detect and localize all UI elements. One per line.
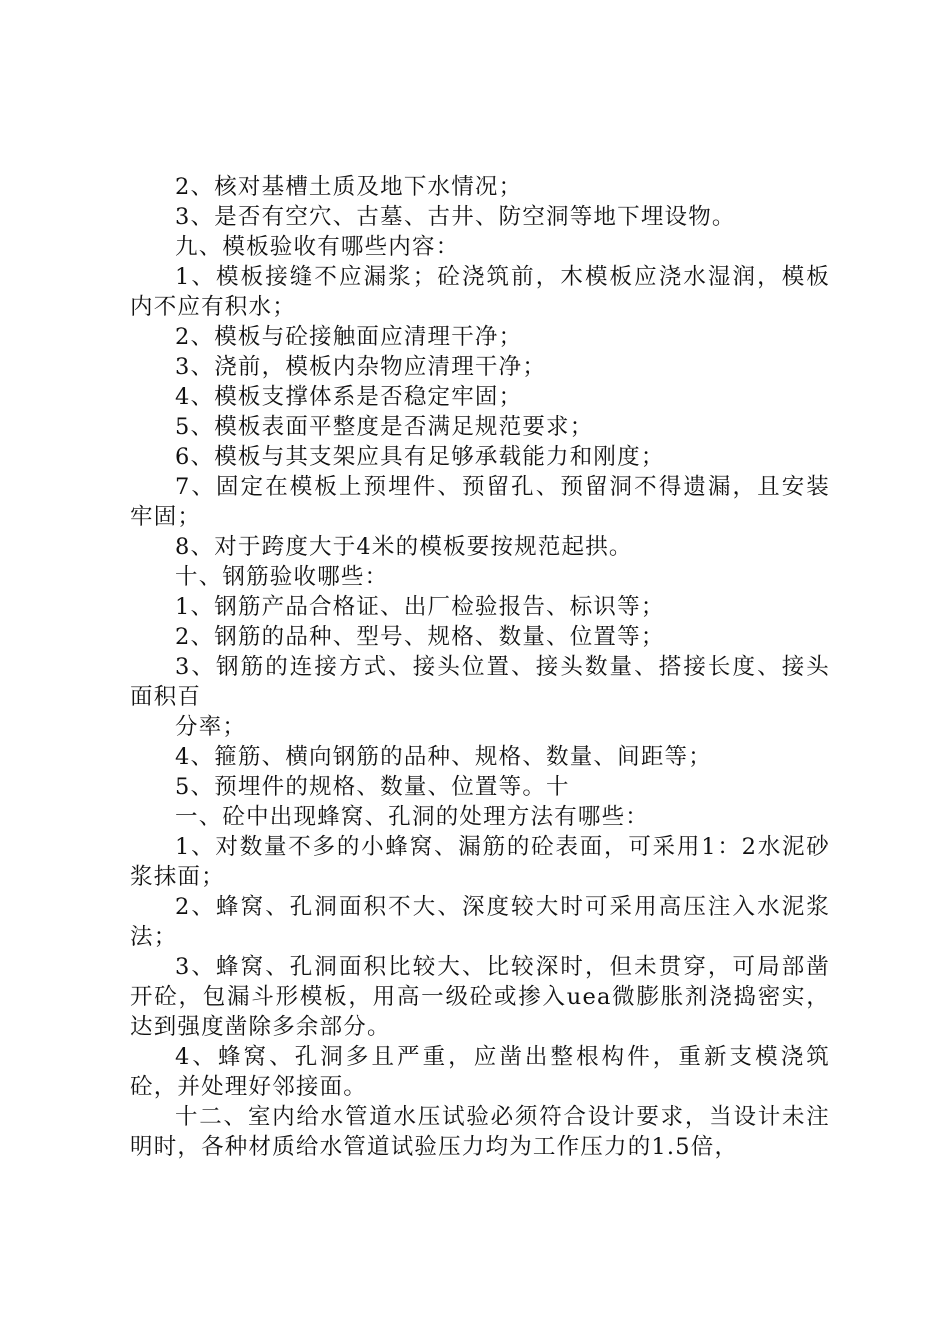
paragraph: 2、模板与砼接触面应清理干净； [175,324,523,350]
paragraph: 8、对于跨度大于4米的模板要按规范起拱。 [175,534,633,560]
paragraph: 4、蜂窝、孔洞多且严重，应凿出整根构件，重新支模浇筑砼，并处理好邻接面。 [130,1044,830,1100]
paragraph: 3、钢筋的连接方式、接头位置、接头数量、搭接长度、接头面积百 [130,654,830,710]
document-body [130,172,830,1162]
paragraph: 2、蜂窝、孔洞面积不大、深度较大时可采用高压注入水泥浆法； [130,894,830,950]
section-heading: 十、钢筋验收哪些： [175,564,389,590]
paragraph: 5、模板表面平整度是否满足规范要求； [175,414,594,440]
paragraph: 7、固定在模板上预埋件、预留孔、预留洞不得遗漏，且安装牢固； [130,474,830,530]
paragraph: 1、对数量不多的小蜂窝、漏筋的砼表面，可采用1：2水泥砂浆抹面； [130,834,830,890]
section-heading: 九、模板验收有哪些内容： [175,234,460,260]
paragraph: 1、模板接缝不应漏浆；砼浇筑前，木模板应浇水湿润，模板内不应有积水； [130,264,830,320]
paragraph: 2、核对基槽土质及地下水情况； [175,174,523,200]
paragraph: 3、浇前，模板内杂物应清理干净； [175,354,547,380]
section-heading: 十二、室内给水管道水压试验必须符合设计要求，当设计未注明时，各种材质给水管道试验压力均为工作压力的1.5倍， [130,1104,830,1160]
paragraph: 5、预埋件的规格、数量、位置等。十 [175,774,570,800]
section-heading: 一、砼中出现蜂窝、孔洞的处理方法有哪些： [175,804,650,830]
paragraph: 3、蜂窝、孔洞面积比较大、比较深时，但未贯穿，可局部凿开砼，包漏斗形模板，用高一级砼或掺入uea微膨胀剂浇捣密实，达到强度凿除多余部分。 [130,954,830,1040]
paragraph: 6、模板与其支架应具有足够承载能力和刚度； [175,444,665,470]
paragraph: 1、钢筋产品合格证、出厂检验报告、标识等； [175,594,665,620]
paragraph: 4、箍筋、横向钢筋的品种、规格、数量、间距等； [175,744,712,770]
paragraph: 3、是否有空穴、古墓、古井、防空洞等地下埋设物。 [175,204,736,230]
paragraph: 4、模板支撑体系是否稳定牢固； [175,384,523,410]
paragraph: 分率； [175,714,247,740]
paragraph: 2、钢筋的品种、型号、规格、数量、位置等； [175,624,665,650]
